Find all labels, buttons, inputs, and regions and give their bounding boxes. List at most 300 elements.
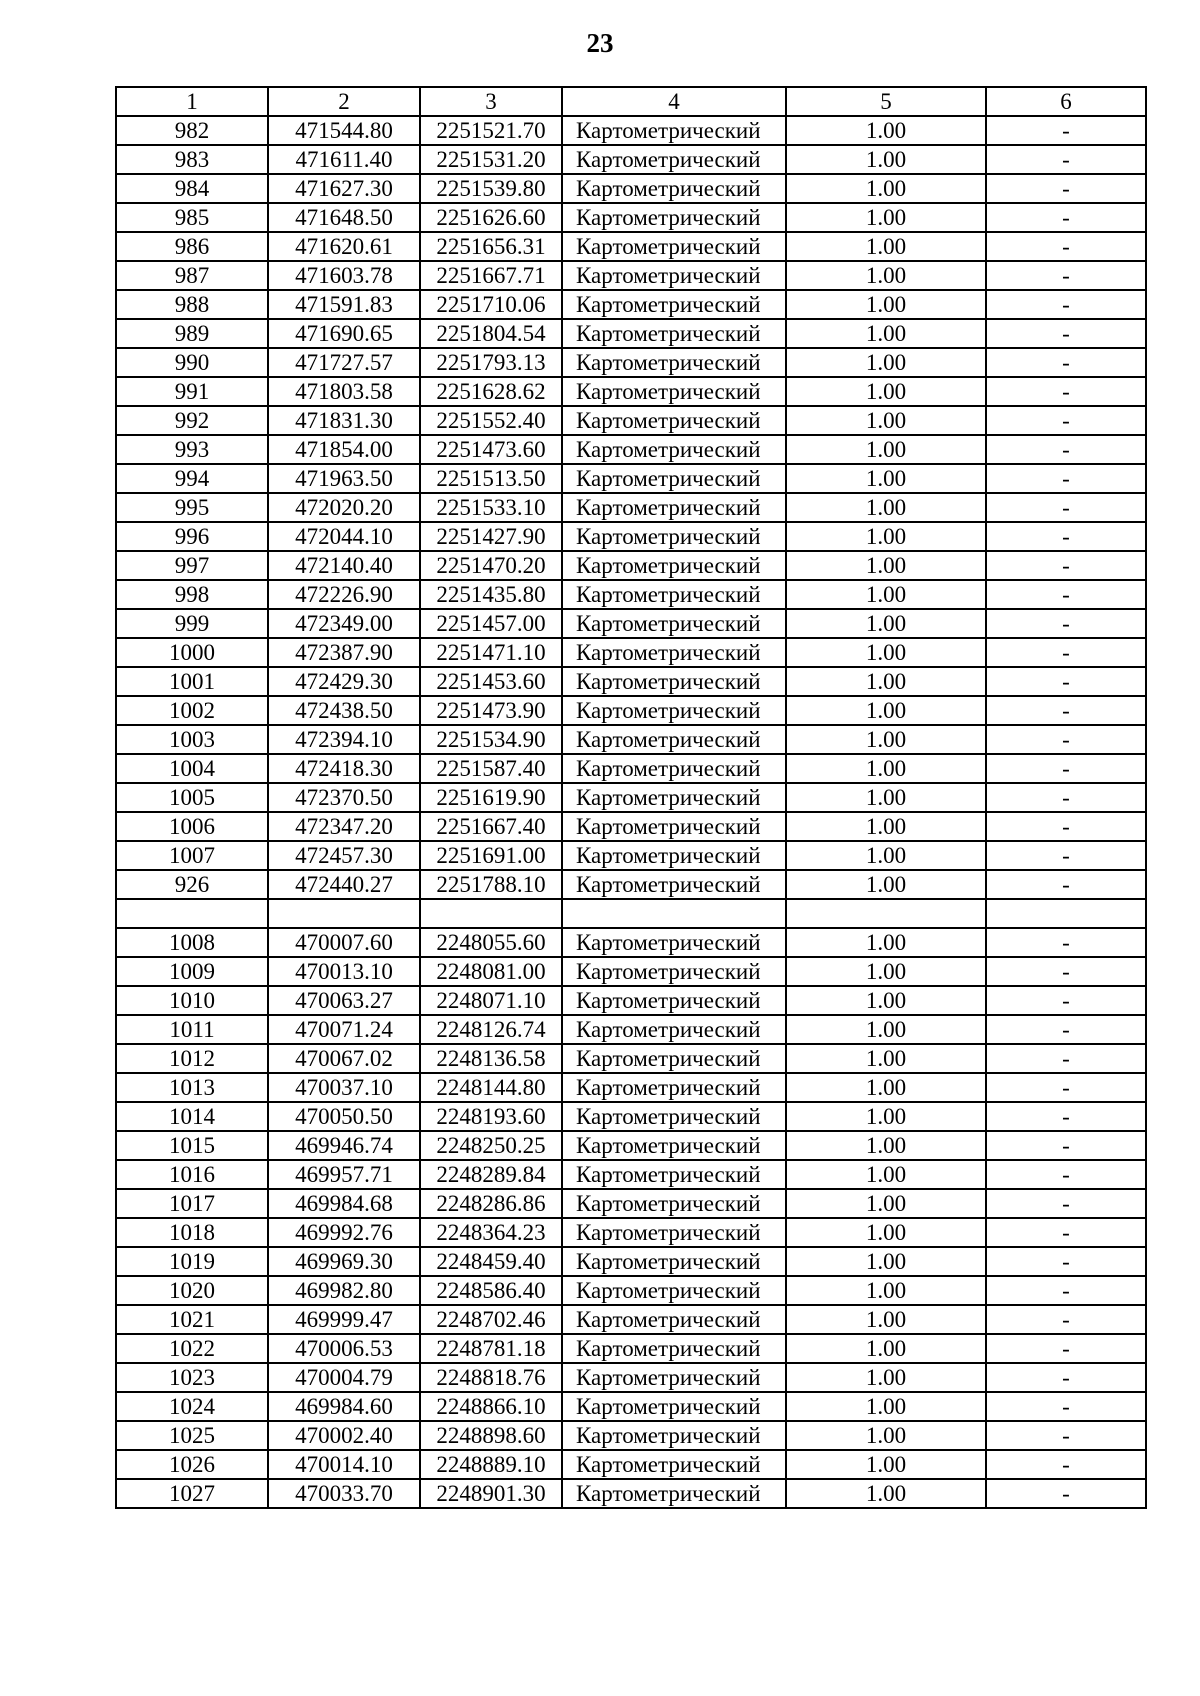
method-cell: Картометрический <box>562 406 786 435</box>
table-row <box>116 1247 1146 1276</box>
accuracy-cell: 1.00 <box>786 754 986 783</box>
accuracy-cell: 1.00 <box>786 609 986 638</box>
accuracy-cell: 1.00 <box>786 638 986 667</box>
y-coordinate-cell: 2248144.80 <box>420 1073 562 1102</box>
table-row <box>116 783 1146 812</box>
x-coordinate-cell: 470063.27 <box>268 986 420 1015</box>
method-cell: Картометрический <box>562 1276 786 1305</box>
table-row <box>116 464 1146 493</box>
table-row <box>116 870 1146 899</box>
point-number-cell: 1016 <box>116 1160 268 1189</box>
x-coordinate-cell: 469969.30 <box>268 1247 420 1276</box>
note-cell: - <box>986 1450 1146 1479</box>
table-row <box>116 812 1146 841</box>
accuracy-cell: 1.00 <box>786 116 986 145</box>
y-coordinate-cell: 2251534.90 <box>420 725 562 754</box>
point-number-cell: 1007 <box>116 841 268 870</box>
accuracy-cell: 1.00 <box>786 667 986 696</box>
x-coordinate-cell: 472438.50 <box>268 696 420 725</box>
y-coordinate-cell: 2248818.76 <box>420 1363 562 1392</box>
accuracy-cell: 1.00 <box>786 1247 986 1276</box>
method-cell: Картометрический <box>562 1479 786 1508</box>
x-coordinate-cell: 472394.10 <box>268 725 420 754</box>
y-coordinate-cell <box>420 899 562 928</box>
y-coordinate-cell: 2251533.10 <box>420 493 562 522</box>
y-coordinate-cell: 2248071.10 <box>420 986 562 1015</box>
note-cell: - <box>986 609 1146 638</box>
method-cell: Картометрический <box>562 290 786 319</box>
point-number-cell: 1005 <box>116 783 268 812</box>
method-cell: Картометрический <box>562 1305 786 1334</box>
header-row <box>116 87 1146 116</box>
method-cell: Картометрический <box>562 522 786 551</box>
accuracy-cell: 1.00 <box>786 957 986 986</box>
x-coordinate-cell <box>268 899 420 928</box>
method-cell: Картометрический <box>562 435 786 464</box>
accuracy-cell: 1.00 <box>786 928 986 957</box>
note-cell: - <box>986 261 1146 290</box>
note-cell: - <box>986 1073 1146 1102</box>
point-number-cell: 1022 <box>116 1334 268 1363</box>
accuracy-cell: 1.00 <box>786 406 986 435</box>
accuracy-cell: 1.00 <box>786 783 986 812</box>
table-row <box>116 290 1146 319</box>
note-cell: - <box>986 435 1146 464</box>
table-row <box>116 1421 1146 1450</box>
accuracy-cell: 1.00 <box>786 1073 986 1102</box>
point-number-cell: 1011 <box>116 1015 268 1044</box>
y-coordinate-cell: 2248702.46 <box>420 1305 562 1334</box>
note-cell: - <box>986 725 1146 754</box>
note-cell: - <box>986 783 1146 812</box>
note-cell: - <box>986 319 1146 348</box>
accuracy-cell: 1.00 <box>786 145 986 174</box>
point-number-cell: 995 <box>116 493 268 522</box>
point-number-cell: 998 <box>116 580 268 609</box>
accuracy-cell: 1.00 <box>786 1218 986 1247</box>
y-coordinate-cell: 2251667.40 <box>420 812 562 841</box>
x-coordinate-cell: 470013.10 <box>268 957 420 986</box>
note-cell: - <box>986 1160 1146 1189</box>
x-coordinate-cell: 472387.90 <box>268 638 420 667</box>
x-coordinate-cell: 471603.78 <box>268 261 420 290</box>
y-coordinate-cell: 2251793.13 <box>420 348 562 377</box>
x-coordinate-cell: 472140.40 <box>268 551 420 580</box>
point-number-cell: 1025 <box>116 1421 268 1450</box>
table-row <box>116 899 1146 928</box>
x-coordinate-cell: 470004.79 <box>268 1363 420 1392</box>
accuracy-cell: 1.00 <box>786 1421 986 1450</box>
point-number-cell <box>116 899 268 928</box>
note-cell: - <box>986 145 1146 174</box>
note-cell: - <box>986 1247 1146 1276</box>
table-row <box>116 377 1146 406</box>
y-coordinate-cell: 2251453.60 <box>420 667 562 696</box>
x-coordinate-cell: 469982.80 <box>268 1276 420 1305</box>
table-row <box>116 957 1146 986</box>
accuracy-cell: 1.00 <box>786 1131 986 1160</box>
y-coordinate-cell: 2248250.25 <box>420 1131 562 1160</box>
note-cell: - <box>986 957 1146 986</box>
table-row <box>116 174 1146 203</box>
note-cell: - <box>986 174 1146 203</box>
table-row <box>116 1334 1146 1363</box>
y-coordinate-cell: 2248781.18 <box>420 1334 562 1363</box>
point-number-cell: 992 <box>116 406 268 435</box>
note-cell: - <box>986 406 1146 435</box>
method-cell: Картометрический <box>562 1160 786 1189</box>
point-number-cell: 996 <box>116 522 268 551</box>
method-cell: Картометрический <box>562 464 786 493</box>
table-row <box>116 145 1146 174</box>
y-coordinate-cell: 2251513.50 <box>420 464 562 493</box>
accuracy-cell: 1.00 <box>786 1102 986 1131</box>
accuracy-cell: 1.00 <box>786 174 986 203</box>
table-row <box>116 1073 1146 1102</box>
method-cell: Картометрический <box>562 174 786 203</box>
point-number-cell: 997 <box>116 551 268 580</box>
y-coordinate-cell: 2251667.71 <box>420 261 562 290</box>
y-coordinate-cell: 2251656.31 <box>420 232 562 261</box>
point-number-cell: 987 <box>116 261 268 290</box>
table-row <box>116 725 1146 754</box>
table-row <box>116 522 1146 551</box>
point-number-cell: 1014 <box>116 1102 268 1131</box>
accuracy-cell: 1.00 <box>786 1334 986 1363</box>
table-row <box>116 841 1146 870</box>
method-cell <box>562 899 786 928</box>
accuracy-cell: 1.00 <box>786 290 986 319</box>
method-cell: Картометрический <box>562 493 786 522</box>
method-cell: Картометрический <box>562 1334 786 1363</box>
note-cell: - <box>986 812 1146 841</box>
y-coordinate-cell: 2248586.40 <box>420 1276 562 1305</box>
method-cell: Картометрический <box>562 1044 786 1073</box>
point-number-cell: 994 <box>116 464 268 493</box>
table-body <box>116 87 1146 1508</box>
y-coordinate-cell: 2251804.54 <box>420 319 562 348</box>
method-cell: Картометрический <box>562 348 786 377</box>
method-cell: Картометрический <box>562 580 786 609</box>
table-row <box>116 638 1146 667</box>
point-number-cell: 1004 <box>116 754 268 783</box>
y-coordinate-cell: 2251628.62 <box>420 377 562 406</box>
note-cell: - <box>986 1479 1146 1508</box>
table-row <box>116 1131 1146 1160</box>
point-number-cell: 1015 <box>116 1131 268 1160</box>
point-number-cell: 926 <box>116 870 268 899</box>
y-coordinate-cell: 2248364.23 <box>420 1218 562 1247</box>
accuracy-cell: 1.00 <box>786 522 986 551</box>
point-number-cell: 991 <box>116 377 268 406</box>
table-row <box>116 261 1146 290</box>
x-coordinate-cell: 471620.61 <box>268 232 420 261</box>
method-cell: Картометрический <box>562 638 786 667</box>
table-row <box>116 348 1146 377</box>
table-row <box>116 1392 1146 1421</box>
x-coordinate-cell: 471648.50 <box>268 203 420 232</box>
point-number-cell: 990 <box>116 348 268 377</box>
point-number-cell: 984 <box>116 174 268 203</box>
method-cell: Картометрический <box>562 696 786 725</box>
point-number-cell: 1013 <box>116 1073 268 1102</box>
accuracy-cell: 1.00 <box>786 580 986 609</box>
method-cell: Картометрический <box>562 841 786 870</box>
note-cell: - <box>986 1131 1146 1160</box>
accuracy-cell: 1.00 <box>786 348 986 377</box>
table-row <box>116 435 1146 464</box>
point-number-cell: 1021 <box>116 1305 268 1334</box>
note-cell: - <box>986 1276 1146 1305</box>
accuracy-cell: 1.00 <box>786 377 986 406</box>
y-coordinate-cell: 2251619.90 <box>420 783 562 812</box>
method-cell: Картометрический <box>562 145 786 174</box>
x-coordinate-cell: 471627.30 <box>268 174 420 203</box>
y-coordinate-cell: 2251531.20 <box>420 145 562 174</box>
x-coordinate-cell: 470002.40 <box>268 1421 420 1450</box>
x-coordinate-cell: 470006.53 <box>268 1334 420 1363</box>
y-coordinate-cell: 2248136.58 <box>420 1044 562 1073</box>
point-number-cell: 1000 <box>116 638 268 667</box>
accuracy-cell: 1.00 <box>786 1015 986 1044</box>
accuracy-cell: 1.00 <box>786 1305 986 1334</box>
header-cell-2: 2 <box>268 87 420 116</box>
table-row <box>116 1479 1146 1508</box>
accuracy-cell: 1.00 <box>786 812 986 841</box>
table-row <box>116 1276 1146 1305</box>
accuracy-cell: 1.00 <box>786 232 986 261</box>
y-coordinate-cell: 2248286.86 <box>420 1189 562 1218</box>
point-number-cell: 1023 <box>116 1363 268 1392</box>
accuracy-cell: 1.00 <box>786 1450 986 1479</box>
table-row <box>116 1450 1146 1479</box>
y-coordinate-cell: 2248866.10 <box>420 1392 562 1421</box>
accuracy-cell: 1.00 <box>786 841 986 870</box>
header-cell-3: 3 <box>420 87 562 116</box>
method-cell: Картометрический <box>562 1102 786 1131</box>
y-coordinate-cell: 2251473.60 <box>420 435 562 464</box>
y-coordinate-cell: 2251521.70 <box>420 116 562 145</box>
method-cell: Картометрический <box>562 551 786 580</box>
point-number-cell: 1006 <box>116 812 268 841</box>
header-cell-1: 1 <box>116 87 268 116</box>
table-row <box>116 493 1146 522</box>
x-coordinate-cell: 469984.60 <box>268 1392 420 1421</box>
x-coordinate-cell: 470033.70 <box>268 1479 420 1508</box>
method-cell: Картометрический <box>562 1247 786 1276</box>
x-coordinate-cell: 472418.30 <box>268 754 420 783</box>
method-cell: Картометрический <box>562 1392 786 1421</box>
point-number-cell: 1009 <box>116 957 268 986</box>
point-number-cell: 985 <box>116 203 268 232</box>
table-row <box>116 551 1146 580</box>
point-number-cell: 1010 <box>116 986 268 1015</box>
accuracy-cell: 1.00 <box>786 261 986 290</box>
point-number-cell: 1026 <box>116 1450 268 1479</box>
y-coordinate-cell: 2251470.20 <box>420 551 562 580</box>
table-row <box>116 1015 1146 1044</box>
accuracy-cell: 1.00 <box>786 203 986 232</box>
note-cell: - <box>986 493 1146 522</box>
y-coordinate-cell: 2248289.84 <box>420 1160 562 1189</box>
note-cell: - <box>986 522 1146 551</box>
note-cell: - <box>986 290 1146 319</box>
accuracy-cell: 1.00 <box>786 1160 986 1189</box>
point-number-cell: 989 <box>116 319 268 348</box>
accuracy-cell: 1.00 <box>786 1479 986 1508</box>
method-cell: Картометрический <box>562 986 786 1015</box>
point-number-cell: 1019 <box>116 1247 268 1276</box>
method-cell: Картометрический <box>562 667 786 696</box>
point-number-cell: 988 <box>116 290 268 319</box>
x-coordinate-cell: 469957.71 <box>268 1160 420 1189</box>
y-coordinate-cell: 2248126.74 <box>420 1015 562 1044</box>
method-cell: Картометрический <box>562 1450 786 1479</box>
method-cell: Картометрический <box>562 377 786 406</box>
point-number-cell: 999 <box>116 609 268 638</box>
y-coordinate-cell: 2248055.60 <box>420 928 562 957</box>
x-coordinate-cell: 470071.24 <box>268 1015 420 1044</box>
accuracy-cell: 1.00 <box>786 551 986 580</box>
method-cell: Картометрический <box>562 261 786 290</box>
note-cell: - <box>986 348 1146 377</box>
coordinates-table <box>115 86 1147 1509</box>
y-coordinate-cell: 2251626.60 <box>420 203 562 232</box>
note-cell: - <box>986 1421 1146 1450</box>
note-cell: - <box>986 638 1146 667</box>
method-cell: Картометрический <box>562 232 786 261</box>
table-row <box>116 406 1146 435</box>
point-number-cell: 1001 <box>116 667 268 696</box>
accuracy-cell: 1.00 <box>786 493 986 522</box>
accuracy-cell: 1.00 <box>786 696 986 725</box>
y-coordinate-cell: 2251710.06 <box>420 290 562 319</box>
x-coordinate-cell: 469984.68 <box>268 1189 420 1218</box>
table-row <box>116 1189 1146 1218</box>
page-number: 23 <box>586 28 614 58</box>
table-row <box>116 232 1146 261</box>
x-coordinate-cell: 470037.10 <box>268 1073 420 1102</box>
table-row <box>116 928 1146 957</box>
x-coordinate-cell: 470050.50 <box>268 1102 420 1131</box>
method-cell: Картометрический <box>562 1015 786 1044</box>
note-cell: - <box>986 1334 1146 1363</box>
method-cell: Картометрический <box>562 1189 786 1218</box>
point-number-cell: 1012 <box>116 1044 268 1073</box>
x-coordinate-cell: 469946.74 <box>268 1131 420 1160</box>
table-row <box>116 319 1146 348</box>
table-row <box>116 609 1146 638</box>
table-row <box>116 696 1146 725</box>
note-cell: - <box>986 1363 1146 1392</box>
header-cell-6: 6 <box>986 87 1146 116</box>
accuracy-cell: 1.00 <box>786 1392 986 1421</box>
y-coordinate-cell: 2251473.90 <box>420 696 562 725</box>
y-coordinate-cell: 2251471.10 <box>420 638 562 667</box>
y-coordinate-cell: 2248898.60 <box>420 1421 562 1450</box>
x-coordinate-cell: 471544.80 <box>268 116 420 145</box>
table-row <box>116 667 1146 696</box>
table-row <box>116 1305 1146 1334</box>
table-row <box>116 986 1146 1015</box>
point-number-cell: 1027 <box>116 1479 268 1508</box>
x-coordinate-cell: 471963.50 <box>268 464 420 493</box>
point-number-cell: 986 <box>116 232 268 261</box>
x-coordinate-cell: 471803.58 <box>268 377 420 406</box>
accuracy-cell <box>786 899 986 928</box>
note-cell: - <box>986 1218 1146 1247</box>
method-cell: Картометрический <box>562 870 786 899</box>
method-cell: Картометрический <box>562 1218 786 1247</box>
y-coordinate-cell: 2248193.60 <box>420 1102 562 1131</box>
method-cell: Картометрический <box>562 1131 786 1160</box>
accuracy-cell: 1.00 <box>786 1189 986 1218</box>
note-cell: - <box>986 1305 1146 1334</box>
accuracy-cell: 1.00 <box>786 986 986 1015</box>
x-coordinate-cell: 471831.30 <box>268 406 420 435</box>
x-coordinate-cell: 471611.40 <box>268 145 420 174</box>
y-coordinate-cell: 2251457.00 <box>420 609 562 638</box>
method-cell: Картометрический <box>562 725 786 754</box>
y-coordinate-cell: 2251552.40 <box>420 406 562 435</box>
table-row <box>116 116 1146 145</box>
point-number-cell: 1008 <box>116 928 268 957</box>
y-coordinate-cell: 2251788.10 <box>420 870 562 899</box>
note-cell: - <box>986 1189 1146 1218</box>
accuracy-cell: 1.00 <box>786 435 986 464</box>
x-coordinate-cell: 471854.00 <box>268 435 420 464</box>
note-cell: - <box>986 551 1146 580</box>
y-coordinate-cell: 2251427.90 <box>420 522 562 551</box>
x-coordinate-cell: 472370.50 <box>268 783 420 812</box>
accuracy-cell: 1.00 <box>786 1044 986 1073</box>
x-coordinate-cell: 471591.83 <box>268 290 420 319</box>
note-cell: - <box>986 928 1146 957</box>
header-cell-5: 5 <box>786 87 986 116</box>
point-number-cell: 1017 <box>116 1189 268 1218</box>
accuracy-cell: 1.00 <box>786 725 986 754</box>
method-cell: Картометрический <box>562 1421 786 1450</box>
method-cell: Картометрический <box>562 754 786 783</box>
point-number-cell: 1018 <box>116 1218 268 1247</box>
table-row <box>116 754 1146 783</box>
note-cell: - <box>986 696 1146 725</box>
note-cell: - <box>986 116 1146 145</box>
x-coordinate-cell: 471690.65 <box>268 319 420 348</box>
note-cell: - <box>986 754 1146 783</box>
y-coordinate-cell: 2248081.00 <box>420 957 562 986</box>
method-cell: Картометрический <box>562 928 786 957</box>
accuracy-cell: 1.00 <box>786 870 986 899</box>
y-coordinate-cell: 2251587.40 <box>420 754 562 783</box>
y-coordinate-cell: 2251539.80 <box>420 174 562 203</box>
method-cell: Картометрический <box>562 609 786 638</box>
method-cell: Картометрический <box>562 116 786 145</box>
x-coordinate-cell: 472226.90 <box>268 580 420 609</box>
accuracy-cell: 1.00 <box>786 319 986 348</box>
point-number-cell: 1002 <box>116 696 268 725</box>
note-cell: - <box>986 580 1146 609</box>
x-coordinate-cell: 472044.10 <box>268 522 420 551</box>
point-number-cell: 1003 <box>116 725 268 754</box>
accuracy-cell: 1.00 <box>786 1276 986 1305</box>
method-cell: Картометрический <box>562 203 786 232</box>
point-number-cell: 993 <box>116 435 268 464</box>
table-row <box>116 1044 1146 1073</box>
point-number-cell: 982 <box>116 116 268 145</box>
x-coordinate-cell: 469992.76 <box>268 1218 420 1247</box>
note-cell: - <box>986 203 1146 232</box>
